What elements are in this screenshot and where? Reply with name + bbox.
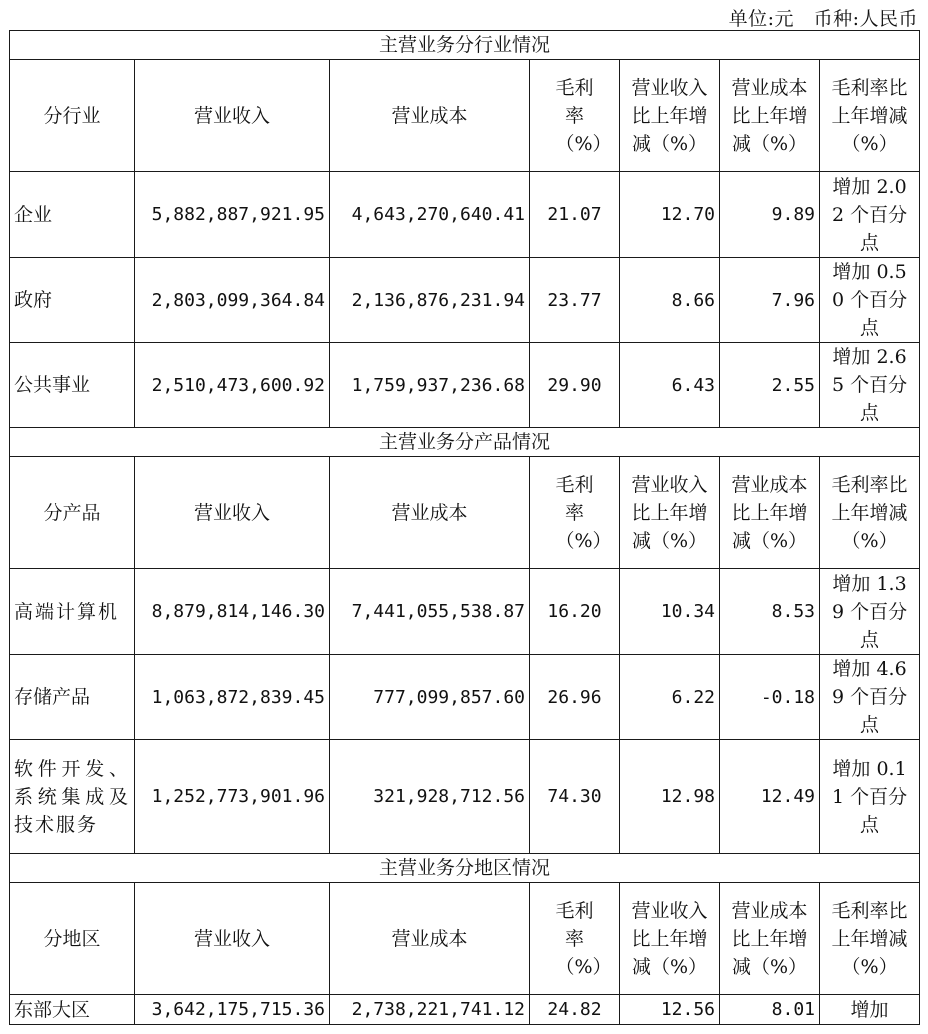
revenue-change-value-cell — [620, 655, 720, 740]
cost-cell — [330, 995, 530, 1025]
column-header-row — [10, 60, 920, 172]
revenue-change-value-cell — [620, 172, 720, 258]
table-row — [10, 995, 920, 1025]
cost-cell — [330, 172, 530, 258]
revenue-change-value: 6.22 — [671, 686, 715, 708]
table-row — [10, 343, 920, 428]
cost-change-value: 9.89 — [771, 204, 815, 225]
category-header: 分产品 — [10, 457, 135, 569]
revenue-cell — [135, 258, 330, 343]
revenue-header-text: 营业收入 — [193, 104, 270, 127]
gross-margin-header-text: 毛利率（%） — [555, 473, 612, 552]
revenue-change-header-text: 营业收入比上年增减（%） — [631, 473, 708, 552]
cost-header — [330, 457, 530, 569]
cost-change-header-text: 营业成本比上年增减（%） — [731, 76, 808, 155]
revenue-value: 5,882,887,921.95 — [151, 204, 325, 225]
gross-margin-header — [530, 60, 620, 172]
revenue-value: 2,803,099,364.84 — [151, 289, 325, 311]
section-title-row — [10, 428, 920, 457]
margin-change-value: 增加 0.50 个百分点 — [831, 261, 908, 339]
revenue-cell — [135, 995, 330, 1025]
gross-margin-value: 26.96 — [547, 686, 602, 708]
revenue-change-header-text: 营业收入比上年增减（%） — [631, 899, 708, 978]
revenue-change-header — [620, 883, 720, 995]
cost-value: 777,099,857.60 — [373, 686, 525, 708]
revenue-change-value: 12.56 — [660, 999, 715, 1020]
cost-header-text: 营业成本 — [391, 927, 468, 950]
gross-margin-value-cell — [530, 569, 620, 655]
table-row — [10, 655, 920, 740]
cost-header — [330, 60, 530, 172]
cost-change-value-cell — [720, 172, 820, 258]
revenue-change-header — [620, 457, 720, 569]
cost-value: 4,643,270,640.41 — [351, 204, 525, 225]
revenue-value: 1,063,872,839.45 — [151, 686, 325, 708]
row-label: 公共事业 — [10, 343, 135, 428]
revenue-change-value-cell — [620, 258, 720, 343]
row-label: 东部大区 — [10, 995, 135, 1025]
revenue-header — [135, 457, 330, 569]
category-header: 分行业 — [10, 60, 135, 172]
section-title: 主营业务分产品情况 — [10, 428, 920, 457]
section-title: 主营业务分地区情况 — [10, 854, 920, 883]
cost-change-value-cell — [720, 740, 820, 854]
gross-margin-value: 29.90 — [547, 374, 602, 396]
revenue-cell — [135, 172, 330, 258]
margin-change-cell — [820, 995, 920, 1025]
column-header-row — [10, 457, 920, 569]
revenue-cell — [135, 569, 330, 655]
margin-change-value: 增加 1.39 个百分点 — [831, 572, 908, 651]
revenue-change-value: 10.34 — [660, 601, 715, 622]
revenue-change-header — [620, 60, 720, 172]
cost-change-value: 8.01 — [771, 999, 815, 1020]
cost-change-value-cell — [720, 995, 820, 1025]
revenue-change-value-cell — [620, 740, 720, 854]
cost-value: 7,441,055,538.87 — [351, 601, 525, 622]
revenue-change-value-cell — [620, 995, 720, 1025]
revenue-cell — [135, 343, 330, 428]
revenue-header — [135, 60, 330, 172]
revenue-change-value-cell — [620, 343, 720, 428]
margin-change-value: 增加 2.65 个百分点 — [831, 346, 908, 424]
revenue-value: 8,879,814,146.30 — [151, 601, 325, 622]
table-row — [10, 172, 920, 258]
margin-change-header — [820, 457, 920, 569]
gross-margin-header-text: 毛利率（%） — [555, 899, 612, 978]
revenue-cell — [135, 655, 330, 740]
cost-cell — [330, 258, 530, 343]
category-header: 分地区 — [10, 883, 135, 995]
cost-change-header — [720, 883, 820, 995]
revenue-change-value: 12.70 — [660, 204, 715, 225]
margin-change-header-text: 毛利率比上年增减（%） — [831, 473, 908, 552]
margin-change-header — [820, 883, 920, 995]
cost-change-header-text: 营业成本比上年增减（%） — [731, 899, 808, 978]
margin-change-cell — [820, 740, 920, 854]
column-header-row — [10, 883, 920, 995]
revenue-value: 3,642,175,715.36 — [151, 999, 325, 1020]
row-label: 高端计算机 — [10, 569, 135, 655]
revenue-value: 2,510,473,600.92 — [151, 374, 325, 396]
cost-header-text: 营业成本 — [391, 104, 468, 127]
margin-change-value: 增加 0.11 个百分点 — [831, 757, 908, 836]
gross-margin-value-cell — [530, 343, 620, 428]
cost-change-value-cell — [720, 258, 820, 343]
cost-cell — [330, 569, 530, 655]
cost-change-value: -0.18 — [760, 686, 815, 708]
gross-margin-header-text: 毛利率（%） — [555, 76, 612, 155]
cost-cell — [330, 343, 530, 428]
cost-change-header — [720, 60, 820, 172]
row-label: 政府 — [10, 258, 135, 343]
gross-margin-value-cell — [530, 258, 620, 343]
section-title: 主营业务分行业情况 — [10, 31, 920, 60]
cost-cell — [330, 740, 530, 854]
gross-margin-header — [530, 883, 620, 995]
revenue-value: 1,252,773,901.96 — [151, 786, 325, 807]
section-title-row — [10, 854, 920, 883]
cost-value: 321,928,712.56 — [373, 786, 525, 807]
margin-change-value: 增加 — [850, 998, 889, 1021]
cost-change-header — [720, 457, 820, 569]
cost-header-text: 营业成本 — [391, 501, 468, 524]
unit-currency-line: 单位:元 币种:人民币 — [728, 8, 918, 30]
margin-change-cell — [820, 569, 920, 655]
cost-header — [330, 883, 530, 995]
cost-change-value: 7.96 — [771, 289, 815, 311]
cost-change-value-cell — [720, 569, 820, 655]
row-label: 存储产品 — [10, 655, 135, 740]
gross-margin-value-cell — [530, 995, 620, 1025]
margin-change-header — [820, 60, 920, 172]
gross-margin-value: 24.82 — [547, 999, 602, 1020]
revenue-change-value: 12.98 — [660, 786, 715, 807]
cost-change-value: 12.49 — [760, 786, 815, 807]
margin-change-cell — [820, 258, 920, 343]
gross-margin-value-cell — [530, 172, 620, 258]
row-label: 软件开发、系统集成及技术服务 — [10, 740, 135, 854]
cost-value: 2,136,876,231.94 — [351, 289, 525, 311]
margin-change-value: 增加 2.02 个百分点 — [831, 175, 908, 254]
revenue-change-value-cell — [620, 569, 720, 655]
cost-change-value-cell — [720, 343, 820, 428]
row-label: 企业 — [10, 172, 135, 258]
margin-change-header-text: 毛利率比上年增减（%） — [831, 899, 908, 978]
gross-margin-value: 74.30 — [547, 786, 602, 807]
gross-margin-value-cell — [530, 655, 620, 740]
cost-change-value: 8.53 — [771, 601, 815, 622]
gross-margin-value: 16.20 — [547, 601, 602, 622]
cost-change-value: 2.55 — [771, 374, 815, 396]
main-business-table — [9, 30, 920, 1025]
revenue-header — [135, 883, 330, 995]
gross-margin-value-cell — [530, 740, 620, 854]
gross-margin-value: 21.07 — [547, 204, 602, 225]
margin-change-value: 增加 4.69 个百分点 — [831, 658, 908, 736]
cost-cell — [330, 655, 530, 740]
gross-margin-header — [530, 457, 620, 569]
margin-change-cell — [820, 655, 920, 740]
cost-change-value-cell — [720, 655, 820, 740]
revenue-header-text: 营业收入 — [193, 927, 270, 950]
gross-margin-value: 23.77 — [547, 289, 602, 311]
revenue-header-text: 营业收入 — [193, 501, 270, 524]
margin-change-cell — [820, 172, 920, 258]
revenue-change-value: 8.66 — [671, 289, 715, 311]
table-row — [10, 569, 920, 655]
revenue-change-value: 6.43 — [671, 374, 715, 396]
cost-change-header-text: 营业成本比上年增减（%） — [731, 473, 808, 552]
table-row — [10, 258, 920, 343]
revenue-change-header-text: 营业收入比上年增减（%） — [631, 76, 708, 155]
cost-value: 1,759,937,236.68 — [351, 374, 525, 396]
revenue-cell — [135, 740, 330, 854]
margin-change-header-text: 毛利率比上年增减（%） — [831, 76, 908, 155]
cost-value: 2,738,221,741.12 — [351, 999, 525, 1020]
section-title-row — [10, 31, 920, 60]
margin-change-cell — [820, 343, 920, 428]
table-row — [10, 740, 920, 854]
